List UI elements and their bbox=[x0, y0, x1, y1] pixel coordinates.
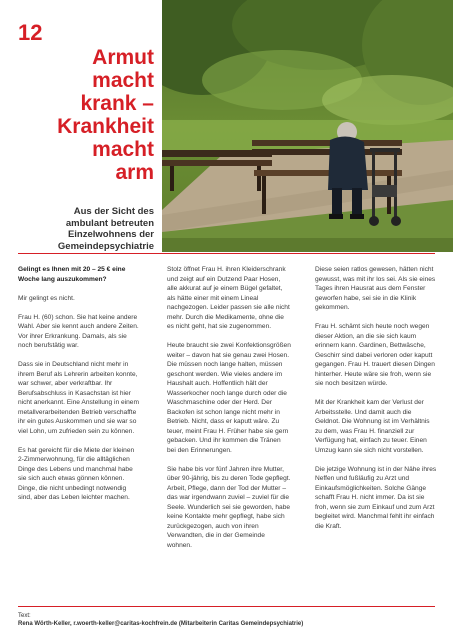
subheadline-line: Einzelwohnens der bbox=[67, 229, 154, 240]
headline bbox=[14, 46, 154, 184]
author-credit: Rena Wörth-Keller, r.woerth-keller@caritas-kochfrein.de (Mitarbeiterin Caritas Gemeindepsychiatrie) bbox=[18, 621, 304, 627]
interview-question: Gelingt es Ihnen mit 20 – 25 € eine Woche lang auszukommen? bbox=[18, 266, 126, 283]
text-column-3 bbox=[315, 265, 437, 541]
footer-label: Text: bbox=[18, 613, 31, 619]
headline-line: Krankheit bbox=[57, 115, 154, 138]
subheadline-line: ambulant betreuten bbox=[65, 217, 154, 229]
paragraph: Frau H. schämt sich heute noch wegen dieser Aktion, an die sie sich kaum erinnern kann. Gardinen, Bettwäsche, Geschirr sind dabei verloren oder kaputt gegangen. Frau H. trauert diesen Dingen hinterher. Heute wäre sie froh, wenn sie sie noch besitzen würde. bbox=[315, 323, 435, 387]
headline-line: arm bbox=[115, 161, 154, 184]
paragraph: Sie habe bis vor fünf Jahren ihre Mutter, über 90-jährig, bis zu deren Tode gepflegt. Arbeit, Pflege, dann der Tod der Mutter – das war irgendwann zuviel – zuviel für die Seele. Wunderlich sei sie geworden, habe keine Kontakte mehr gepflegt, habe sich zurückgezogen, auch von ihren Verwandten, die in der Gemeinde wohnen. bbox=[167, 465, 291, 549]
subheadline bbox=[14, 206, 154, 252]
paragraph: Dass sie in Deutschland nicht mehr in ihrem Beruf als Lehrerin arbeiten konnte, war schwer, aber verkraftbar. Ihr Berufsabschluss in Kasachstan ist hier nicht anerkannt. Eine Anstellung in einem metallverarbeitenden Betrieb verschaffte ihr ein gutes Auskommen und sie war so viel Lohn, um zufrieden sein zu können. bbox=[18, 361, 139, 435]
paragraph: Frau H. (60) schon. Sie hat keine andere Wahl. Aber sie kennt auch andere Zeiten. Vor ihrer Erkrankung. Damals, als sie noch berufstätig war. bbox=[18, 313, 139, 349]
paragraph: Es hat gereicht für die Miete der kleinen 2-Zimmerwohnung, für die alltäglichen Dinge des Lebens und manchmal habe sie sich auch etwas gönnen können. Dinge, die nicht unbedingt notwendig sind, aber das Leben leichter machen. bbox=[18, 446, 135, 501]
paragraph: Diese seien ratlos gewesen, hätten nicht gewusst, was mit ihr los sei. Als sie eines Tages ihren Hausrat aus dem Fenster geworfen habe, sei sie in die Klinik gekommen. bbox=[315, 266, 436, 311]
paragraph: Mit der Krankheit kam der Verlust der Arbeitsstelle. Und damit auch die Geldnot. Die Wohnung ist im Verhältnis zu dem, was Frau H. finanziell zur Verfügung hat, einfach zu teuer. Einen Umzug kann sie sich nicht vorstellen. bbox=[315, 399, 430, 454]
park-bench-photo-icon bbox=[162, 0, 453, 252]
headline-line: Armut bbox=[92, 46, 154, 69]
paragraph: Heute braucht sie zwei Konfektionsgrößen weiter – davon hat sie genau zwei Hosen. Die müssen noch lange halten, müssen geschont werden. Wie vieles andere im Haushalt auch. Hoffentlich hält der Wasserkocher noch lange durch oder die Waschmaschine oder der Herd. Der Backofen ist schon lange nicht mehr in Betrieb. Nicht, dass er kaputt wäre. Zu teuer, meint Frau H. Früher habe sie gern gebacken. Und ihr kommen die Tränen bei den Erinnerungen. bbox=[167, 342, 291, 454]
subheadline-line: Gemeindepsychiatrie bbox=[57, 240, 154, 252]
paragraph: Die jetzige Wohnung ist in der Nähe ihres Neffen und fußläufig zu Arzt und Einkaufsmöglichkeiten. Solche Gänge schafft Frau H. nicht immer. Da ist sie froh, wenn sie zum Einkauf und zum Arzt begleitet wird. Manchmal fehlt ihr einfach die Kraft. bbox=[315, 465, 437, 530]
headline-line: macht bbox=[92, 138, 154, 161]
page-number: 12 bbox=[18, 20, 43, 45]
headline-line: macht bbox=[92, 69, 154, 92]
text-column-1 bbox=[18, 265, 140, 512]
footer-divider bbox=[18, 606, 435, 607]
top-divider bbox=[18, 253, 435, 254]
footer-credit bbox=[18, 612, 303, 628]
text-column-2 bbox=[167, 265, 291, 560]
subheadline-line: Aus der Sicht des bbox=[73, 206, 154, 217]
headline-line: krank – bbox=[80, 92, 154, 115]
photo-park-bench bbox=[162, 0, 453, 252]
paragraph: Stolz öffnet Frau H. ihren Kleiderschrank und zeigt auf ein Dutzend Paar Hosen, alle akkurat auf je einem Bügel gefaltet, als hätte einer mit einem Lineal nachgezogen. Leider passen sie alle nicht mehr. Durch die Medikamente, ohne die es nicht geht, hat sie zugenommen. bbox=[167, 266, 290, 330]
paragraph: Mir gelingt es nicht. bbox=[18, 294, 75, 302]
